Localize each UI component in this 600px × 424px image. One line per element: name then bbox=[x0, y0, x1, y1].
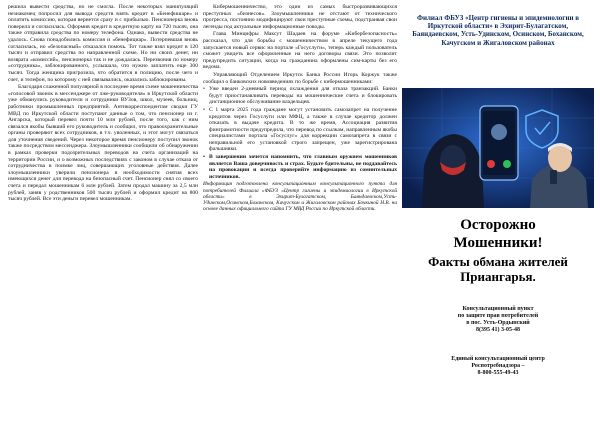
paragraph-1: решила вывести средства, но не смогла. После некоторых манипуляций незнакомец попросил для вывода средств взять кредит в «Бенефишаре» и оплатить комиссию, которая вернется сразу и с прибылью. Пенсионерка вновь поверила и согласилась. Оформив кредит в кредитную карту на 720 тысяч, она также отправила средства по номеру телефона. Однако, вывести средства не удалось. Снова понадобились комиссия и «бенефициар». Потерпевшая вновь согласилась, но «безопасный» отказался помочь. Тот также взял кредит в 120 тысяч и отправил средства по направленной схеме. Но ни своих денег, ни возврата «комиссий», пенсионерка так и не дождалась. Перезвонив по номеру «сотрудника», заблокированного, услышала, что нужно заплатить еще 300 тысяч. Тогда женщина пригрозила, что обратится в полицию, после чего и счет, и телефон, по которому с ней связывались, оказались заблокированы. bbox=[8, 4, 198, 83]
center-phone: 8-800-555-49-43 bbox=[477, 370, 519, 376]
bullet-warning: • В завершении хочется напомнить, что главным оружием мошенников является Ваша доверчивость и страх. Будьте бдительны, не поддавайтесь на провокации и всегда проверяйте информацию из сомнительных источников. bbox=[203, 154, 397, 180]
column-left bbox=[8, 4, 198, 420]
phone-icon bbox=[480, 106, 518, 180]
column-cover bbox=[402, 4, 594, 420]
consult-line-1: Консультационный пункт bbox=[462, 306, 534, 312]
bullet-2: • С 1 марта 2025 года граждане могут установить самозапрет на получение кредитов через Госуслуги или МФЦ, а также в случае кредитор должен отказать в выдаче кредита. В то же время, Ассоциация развития финграмотности предупредила, что перевод по ссылкам, направленным якобы специалистами портала «Госуслуг» для коррекции самозапрета в связи с неправильной его установкой строго запрещен, уже зарегистрирована фальшивки. bbox=[203, 107, 397, 153]
sub-title bbox=[402, 254, 594, 284]
paragraph-2: Благодаря слаженной популярной в последнее время схеме мошенничества «голосовой звонок в мессенджере от лже-руководителя» в Иркутской области уже обманулись руководители и сотрудники ВУЗов, школ, музеев, больниц, работники промышленных предприятий. Антикорреспондентам сводки ГУ МВД по Иркутской области поступают данные о том, что пенсионер из г. Ангарска, который перевел почти 10 млн рублей, после того, как с ним связался якобы бывший его руководитель и сообщил, что правоохранительные органы проверяют всех сотрудников, в т.ч. уволенных, и этот могут связаться для уточнения сведений. Через некоторое время пенсионеру поступил звонок также посредством мессенджера. Злоумышленники сообщили об обнаружении в рамках проверки подозрительных переводов на счета организаций на территории России, и о возможных последствиях с законом в случае отказа от сотрудничества в поимке лиц, совершающих уголовные действия. Далее злоумышленники уверили пенсионера в необходимости снятия всех имеющихся денег для перевода на безопасный счет. Пенсионер снял со своего счета и передал мошенникам 6 млн рублей. Затем продал машину за 2,5 млн рублей, заняв у родственников 500 тысяч рублей и оформил кредит на 800 тысяч рублей. Все эти деньги перевел мошенникам. bbox=[8, 84, 198, 203]
center-line-1: Единый консультационный центр bbox=[451, 356, 545, 362]
consult-line-2: по защите прав потребителей bbox=[457, 313, 539, 319]
title-line-1: Осторожно bbox=[460, 217, 536, 233]
scam-call-illustration bbox=[402, 88, 594, 208]
hero-illustration bbox=[402, 88, 594, 208]
consult-line-3: в пос. Усть-Ордынский bbox=[466, 320, 530, 326]
title-line-4: Приангарья. bbox=[460, 269, 536, 284]
title-line-2: Мошенники! bbox=[453, 235, 543, 251]
title-line-3: Факты обмана жителей bbox=[428, 254, 568, 269]
column-middle bbox=[203, 4, 397, 420]
organization-header: Филиал ФБУЗ «Центр гигиены и эпидемиологии в Иркутской области» в Эхирит-Булагатском, Баяндаевском, Усть-Удинском, Осинском, Боханском, Качугском и Жигаловском районах bbox=[412, 14, 584, 47]
consultation-center bbox=[406, 356, 590, 377]
paragraph-4: Глава Минцифры Максут Шадаев на форуме «Кибербезопасность» рассказал, что для борьбы с мошенничеством в апреле текущего года запускается новый сервис на портале «Госуслуги», теперь каждый пользователь сможет увидеть все оформленные на него договоры связи. Это позволит предупредить ситуации, когда на гражданина оформлены сим-карты без его ведома. bbox=[203, 31, 397, 71]
center-line-2: Роспотребнадзора – bbox=[471, 363, 525, 369]
paragraph-5: Управляющий Отделением Иркутск Банка России Игорь Коржук также сообщил о банковских нововведениях по борьбе с кибермошенниками: bbox=[203, 71, 397, 85]
paragraph-3: Кибермошенничество, это один из самых быстроразвивающихся преступных «бизнесов». Злоумышленники не отстают от технического прогресса, постоянно модифицируют свои преступные схемы, подстраивая свои легенды под актуальные информационные поводы. bbox=[203, 4, 397, 30]
consultation-point bbox=[406, 306, 590, 334]
consult-phone: 8(395 41) 3-05-48 bbox=[476, 327, 520, 333]
bullet-1: • Уже введен 2-дневный период охлаждения для отказа транзакций. Банки будут приостанавливать переводы на мошеннические счета и блокировать дистанционное обслуживание владельцев. bbox=[203, 86, 397, 106]
main-title bbox=[402, 216, 594, 252]
info-note: Информация подготовлена консультационным консультационного пункта для потребителей Филиала «ФБУЗ «Центр гигиены и эпидемиологии в Иркутской области» в Эхирит-Булагатском, Баяндаевском,Усть-Удинском,Осинском,Боханском, Качугском и Жигаловском районах Бочкиной Н.В. на основе данных официального сайта ГУ МВД России по Иркутской области. bbox=[203, 181, 397, 213]
